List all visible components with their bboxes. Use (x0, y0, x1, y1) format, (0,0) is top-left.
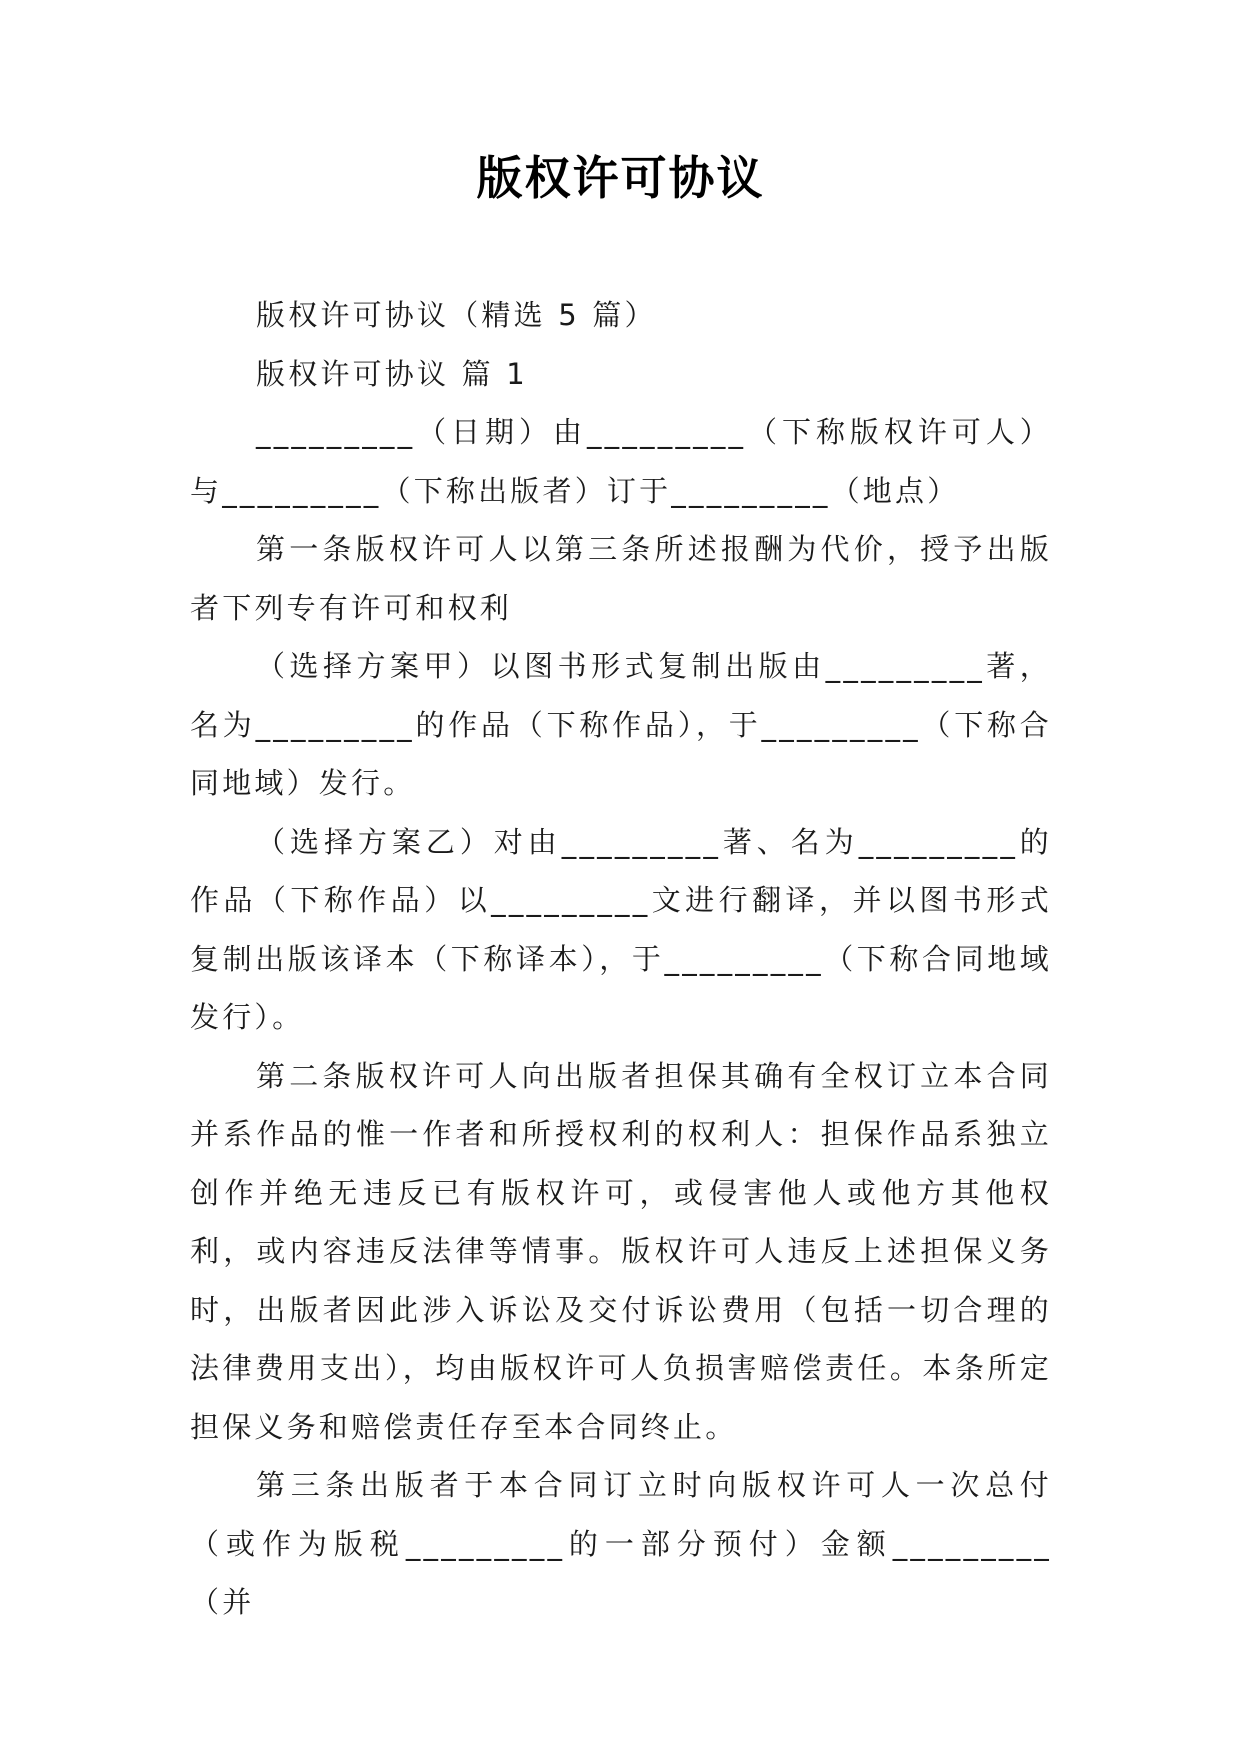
paragraph-article-2: 第二条版权许可人向出版者担保其确有全权订立本合同并系作品的惟一作者和所授权利的权利人：担保作品系独立创作并绝无违反已有版权许可，或侵害他人或他方其他权利，或内容违反法律等情事。版权许可人违反上述担保义务时，出版者因此涉入诉讼及交付诉讼费用（包括一切合理的法律费用支出），均由版权许可人负损害赔偿责任。本条所定担保义务和赔偿责任存至本合同终止。 (190, 1058, 1052, 1444)
paragraph-option-b: （选择方案乙）对由_________著、名为_________的作品（下称作品）以_________文进行翻译，并以图书形式复制出版该译本（下称译本），于_________（下称合同地域发行）。 (190, 824, 1052, 1034)
paragraph-article-3: 第三条出版者于本合同订立时向版权许可人一次总付（或作为版税_________的一部分预付）金额_________（并 (190, 1468, 1052, 1619)
document-title: 版权许可协议 (476, 151, 765, 205)
paragraph-article-1: 第一条版权许可人以第三条所述报酬为代价，授予出版者下列专有许可和权利 (190, 532, 1052, 625)
paragraph-preamble: _________（日期）由_________（下称版权许可人）与_________（下称出版者）订于_________（地点） (190, 415, 1052, 508)
paragraph-section-heading: 版权许可协议 篇 1 (256, 356, 528, 391)
document-body (190, 286, 1052, 1632)
paragraph-collection-title: 版权许可协议（精选 5 篇） (256, 298, 657, 332)
paragraph-option-a: （选择方案甲）以图书形式复制出版由_________著，名为_________的作品（下称作品），于_________（下称合同地域）发行。 (190, 649, 1052, 800)
